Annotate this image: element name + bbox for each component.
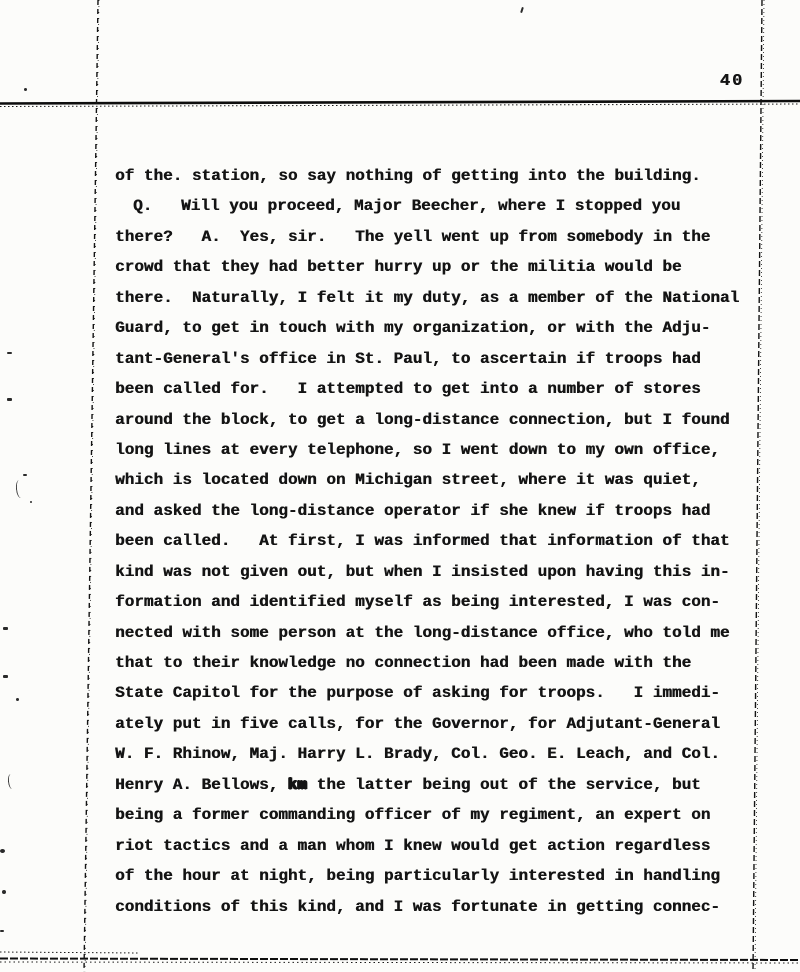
ink-speck — [520, 7, 524, 13]
text-line: been called. At first, I was informed that information of that — [115, 532, 730, 551]
page-number: 40 — [719, 72, 745, 91]
text-line: kind was not given out, but when I insisted upon having this in- — [115, 562, 730, 581]
text-line: there? A. Yes, sir. The yell went up from somebody in the — [115, 227, 711, 246]
text-line: riot tactics and a man whom I knew would get action regardless — [115, 836, 711, 855]
text-line: that to their knowledge no connection had been made with the — [115, 654, 692, 672]
text-line: been called for. I attempted to get into a number of stores — [115, 380, 701, 399]
text-line: tant-General's office in St. Paul, to ascertain if troops had — [115, 349, 701, 368]
text-line — [115, 770, 775, 800]
ink-speck — [23, 474, 27, 476]
text-line: around the block, to get a long-distance connection, but I found — [115, 410, 730, 429]
ink-speck — [0, 849, 5, 853]
text-line: conditions of this kind, and I was fortunate in getting connec- — [115, 897, 720, 916]
text-line: and asked the long-distance operator if she knew if troops had — [115, 501, 711, 520]
ink-speck — [30, 501, 32, 503]
top-rule — [0, 101, 800, 104]
text-segment: the latter being out of the service, but — [307, 775, 701, 794]
bottom-rule-dots — [0, 962, 800, 963]
left-margin-line-dots — [85, 0, 99, 972]
text-line: ately put in five calls, for the Governor, for Adjutant-General — [115, 714, 720, 733]
text-line: Guard, to get in touch with my organization, or with the Adju- — [115, 319, 711, 338]
text-line: nected with some person at the long-distance office, who told me — [115, 623, 730, 642]
ink-speck — [3, 627, 8, 630]
ink-speck — [15, 480, 25, 499]
ink-speck — [16, 698, 19, 701]
ink-speck — [7, 774, 16, 790]
text-line: formation and identified myself as being interested, I was con- — [115, 593, 720, 612]
ink-speck — [3, 675, 8, 678]
ink-speck — [7, 352, 12, 354]
text-line: which is located down on Michigan street, where it was quiet, — [115, 471, 701, 490]
ink-speck — [2, 890, 6, 894]
text-line: crowd that they had better hurry up or the militia would be — [115, 258, 682, 277]
bottom-rule — [0, 959, 800, 961]
text-line: there. Naturally, I felt it my duty, as a member of the National — [115, 288, 740, 307]
ink-speck — [7, 398, 12, 401]
overstruck-characters: km — [287, 775, 308, 794]
typewritten-text — [115, 161, 775, 922]
text-line: being a former commanding officer of my regiment, an expert on — [115, 806, 711, 825]
text-line: of the. station, so say nothing of getting into the building. — [115, 167, 701, 185]
text-line: Q. Will you proceed, Major Beecher, where I stopped you — [133, 197, 681, 216]
text-line: of the hour at night, being particularly interested in handling — [115, 867, 720, 886]
text-line: State Capitol for the purpose of asking for troops. I immedi- — [115, 684, 720, 703]
ink-speck — [0, 930, 4, 932]
bottom-rule-dotted-fringe — [0, 952, 140, 953]
top-rule-dotted-fringe — [0, 104, 800, 107]
text-line: W. F. Rhinow, Maj. Harry L. Brady, Col. Geo. E. Leach, and Col. — [115, 745, 720, 764]
text-line: long lines at every telephone, so I went down to my own office, — [115, 440, 720, 459]
text-segment: Henry A. Bellows, — [115, 775, 288, 794]
ink-speck — [24, 88, 27, 91]
left-margin-line — [84, 0, 98, 972]
